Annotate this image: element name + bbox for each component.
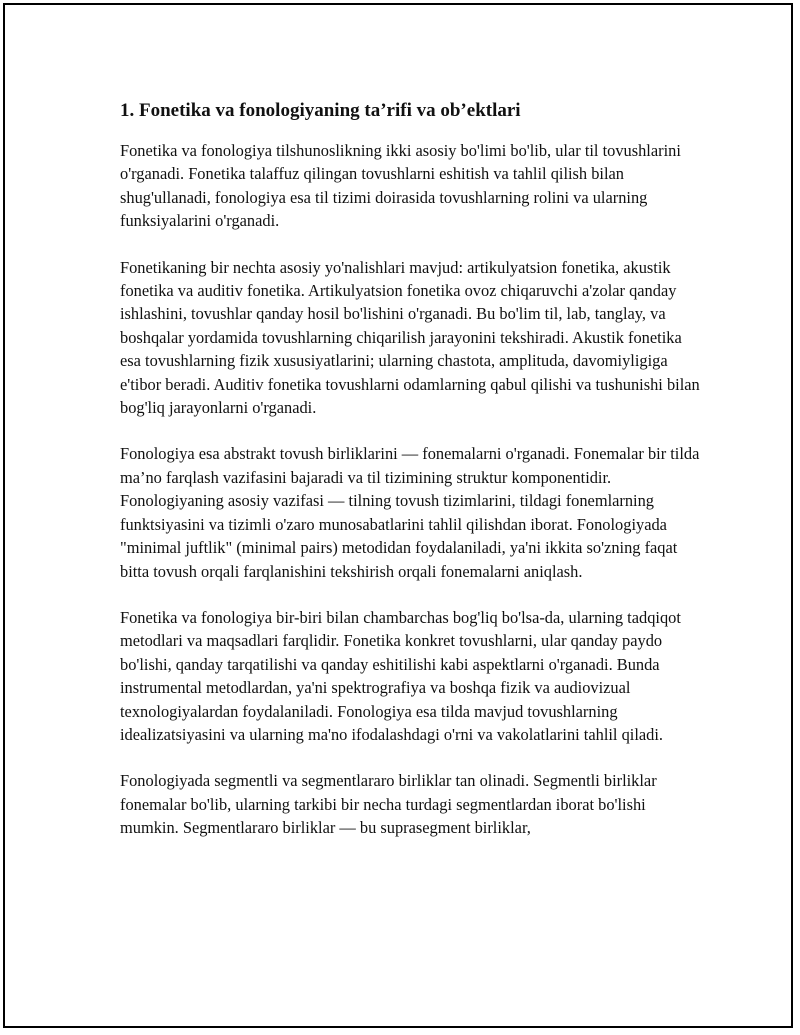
document-body (120, 97, 700, 863)
paragraph-3: Fonologiya esa abstrakt tovush birliklarini — fonemalarni o'rganadi. Fonemalar bir tilda ma’no farqlash vazifasini bajaradi va til tizimining struktur komponentidir. Fonologiyaning asosiy vazifasi — tilning tovush tizimlarini, tildagi fonemlarning funktsiyasini va tizimli o'zaro munosabatlarini tahlil qilishdan iborat. Fonologiyada "minimal juftlik" (minimal pairs) metodidan foydalaniladi, ya'ni ikkita so'zning faqat bitta tovush orqali farqlanishini tekshirish orqali fonemalarni aniqlash. (120, 444, 700, 581)
paragraph-1: Fonetika va fonologiya tilshunoslikning ikki asosiy bo'limi bo'lib, ular til tovushlarini o'rganadi. Fonetika talaffuz qilingan tovushlarni eshitish va tahlil qilish bilan shug'ullanadi, fonologiya esa til tizimi doirasida tovushlarning rolini va ularning funksiyalarini o'rganadi. (120, 141, 681, 231)
page-frame (3, 3, 793, 1028)
paragraph-5: Fonologiyada segmentli va segmentlararo birliklar tan olinadi. Segmentli birliklar fonemalar bo'lib, ularning tarkibi bir necha turdagi segmentlardan iborat bo'lishi mumkin. Segmentlararo birliklar — bu suprasegment birliklar, (120, 771, 657, 838)
paragraph-4: Fonetika va fonologiya bir-biri bilan chambarchas bog'liq bo'lsa-da, ularning tadqiqot metodlari va maqsadlari farqlidir. Fonetika konkret tovushlarni, ular qanday paydo bo'lishi, qanday tarqatilishi va qanday eshitilishi kabi aspektlarni o'rganadi. Bunda instrumental metodlardan, ya'ni spektrografiya va boshqa fizik va audiovizual texnologiyalardan foydalaniladi. Fonologiya esa tilda mavjud tovushlarning idealizatsiyasini va ularning ma'no ifodalashdagi o'rni va vakolatlarini tahlil qiladi. (120, 607, 681, 744)
paragraph-2: Fonetikaning bir nechta asosiy yo'nalishlari mavjud: artikulyatsion fonetika, akustik fonetika va auditiv fonetika. Artikulyatsion fonetika ovoz chiqaruvchi a'zolar qanday ishlashini, tovushlar qanday hosil bo'lishini o'rganadi. Bu bo'lim til, lab, tanglay, va boshqalar yordamida tovushlarning chiqarilish jarayonini tekshiradi. Akustik fonetika esa tovushlarning fizik xususiyatlarini; ularning chastota, amplituda, davomiyligiga e'tibor beradi. Auditiv fonetika tovushlarni odamlarning qabul qilishi va tushunishi bilan bog'liq jarayonlarni o'rganadi. (120, 257, 700, 418)
section-heading: 1. Fonetika va fonologiyaning ta’rifi va ob’ektlari (120, 100, 521, 121)
